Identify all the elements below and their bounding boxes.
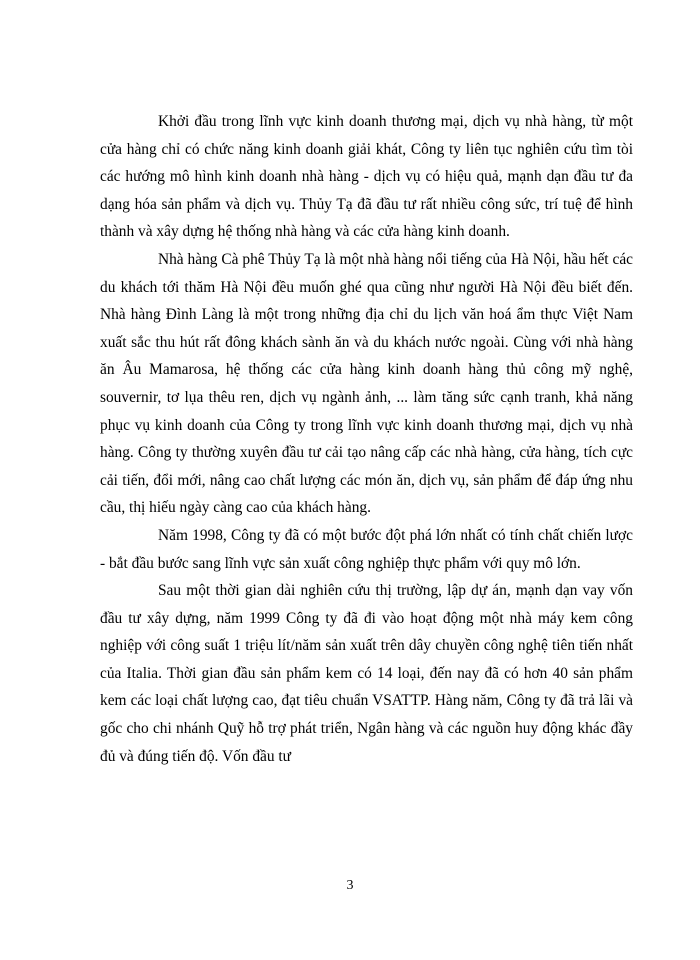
paragraph-4: Sau một thời gian dài nghiên cứu thị trường, lập dự án, mạnh dạn vay vốn đầu tư xây dựng, năm 1999 Công ty đã đi vào hoạt động một nhà máy kem công nghiệp với công suất 1 triệu lít/năm sản xuất trên dây chuyền công nghệ tiên tiến nhất của Italia. Thời gian đầu sản phẩm kem có 14 loại, đến nay đã có hơn 40 sản phẩm kem các loại chất lượng cao, đạt tiêu chuẩn VSATTP. Hàng năm, Công ty đã trả lãi và gốc cho chi nhánh Quỹ hỗ trợ phát triển, Ngân hàng và các nguồn huy động khác đầy đủ và đúng tiến độ. Vốn đầu tư bbox=[100, 582, 633, 765]
page-number: 3 bbox=[346, 878, 354, 893]
paragraph-3: Năm 1998, Công ty đã có một bước đột phá lớn nhất có tính chất chiến lược - bắt đầu bước sang lĩnh vực sản xuất công nghiệp thực phẩm với quy mô lớn. bbox=[100, 526, 633, 572]
paragraph-1: Khởi đầu trong lĩnh vực kinh doanh thương mại, dịch vụ nhà hàng, từ một cửa hàng chỉ có chức năng kinh doanh giải khát, Công ty liên tục nghiên cứu tìm tòi các hướng mô hình kinh doanh nhà hàng - dịch vụ có hiệu quả, mạnh dạn đầu tư đa dạng hóa sản phẩm và dịch vụ. Thủy Tạ đã đầu tư rất nhiều công sức, trí tuệ để hình thành và xây dựng hệ thống nhà hàng và các cửa hàng kinh doanh. bbox=[100, 113, 633, 241]
document-body bbox=[100, 108, 633, 770]
paragraph-2: Nhà hàng Cà phê Thủy Tạ là một nhà hàng nổi tiếng của Hà Nội, hầu hết các du khách tới thăm Hà Nội đều muốn ghé qua cũng như người Hà Nội đều biết đến. Nhà hàng Đình Làng là một trong những địa chỉ du lịch văn hoá ẩm thực Việt Nam xuất sắc thu hút rất đông khách sành ăn và du khách nước ngoài. Cùng với nhà hàng ăn Âu Mamarosa, hệ thống các cửa hàng kinh doanh hàng thủ công mỹ nghệ, souvernir, tơ lụa thêu ren, dịch vụ ngành ảnh, ... làm tăng sức cạnh tranh, khả năng phục vụ kinh doanh của Công ty trong lĩnh vực kinh doanh thương mại, dịch vụ nhà hàng. Công ty thường xuyên đầu tư cải tạo nâng cấp các nhà hàng, cửa hàng, tích cực cải tiến, đổi mới, nâng cao chất lượng các món ăn, dịch vụ, sản phẩm để đáp ứng nhu cầu, thị hiếu ngày càng cao của khách hàng. bbox=[100, 250, 633, 517]
